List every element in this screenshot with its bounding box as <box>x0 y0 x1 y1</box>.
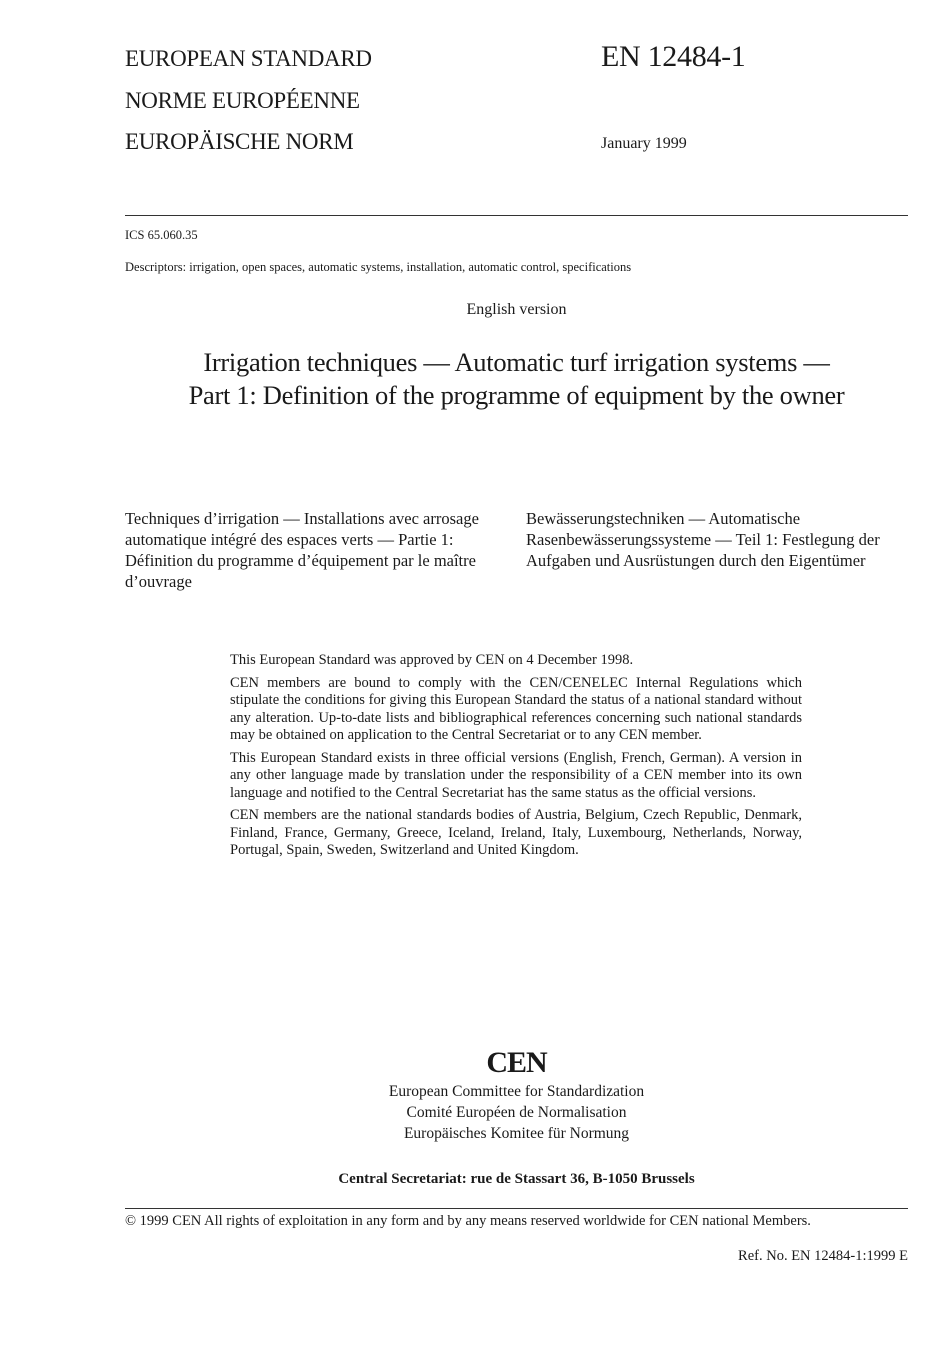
header-divider <box>125 215 908 216</box>
cen-block <box>125 1045 908 1144</box>
cen-logo: CEN <box>486 1046 547 1079</box>
header-european-standard: EUROPEAN STANDARD <box>125 46 372 71</box>
approval-notice <box>230 652 802 865</box>
header-norme-europeenne: NORME EUROPÉENNE <box>125 88 360 113</box>
german-title: Bewässerungstechniken — Automatische Rasenbewässerungssysteme — Teil 1: Festlegung der Aufgaben und Ausrüstungen durch den Eigentümer <box>526 509 880 570</box>
footer-divider <box>125 1208 908 1209</box>
cen-name-german: Europäisches Komitee für Normung <box>403 1125 630 1142</box>
standard-number: EN 12484-1 <box>601 40 746 73</box>
reference-number: Ref. No. EN 12484-1:1999 E <box>738 1248 908 1264</box>
compliance-paragraph: CEN members are bound to comply with the CEN/CENELEC Internal Regulations which stipulate the conditions for giving this European Standard the status of a national standard without any alteration. Up-to-date lists and bibliographical references concerning such national standards may be obtained on application to the Central Secretariat or to any CEN member. <box>230 674 802 743</box>
copyright-notice: © 1999 CEN All rights of exploitation in any form and by any means reserved worldwide for CEN national Members. <box>125 1213 811 1229</box>
french-title: Techniques d’irrigation — Installations avec arrosage automatique intégré des espaces verts — Partie 1: Définition du programme d’équipement par le maître d’ouvrage <box>125 509 479 591</box>
members-paragraph: CEN members are the national standards bodies of Austria, Belgium, Czech Republic, Denmark, Finland, France, Germany, Greece, Iceland, Ireland, Italy, Luxembourg, Netherlands, Norway, Portugal, Spain, Sweden, Switzerland and United Kingdom. <box>230 807 802 858</box>
publication-date: January 1999 <box>601 135 687 152</box>
title-line-2: Part 1: Definition of the programme of equipment by the owner <box>188 380 845 410</box>
cen-name-english: European Committee for Standardization <box>388 1083 645 1100</box>
approval-paragraph: This European Standard was approved by CEN on 4 December 1998. <box>230 652 634 668</box>
header-europaische-norm: EUROPÄISCHE NORM <box>125 129 354 154</box>
versions-paragraph: This European Standard exists in three official versions (English, French, German). A version in any other language made by translation under the responsibility of a CEN member into its own language and notified to the Central Secretariat has the same status as the official versions. <box>230 749 802 801</box>
cen-name-french: Comité Européen de Normalisation <box>406 1104 627 1121</box>
central-secretariat: Central Secretariat: rue de Stassart 36, B-1050 Brussels <box>338 1171 695 1187</box>
document-title <box>125 346 908 412</box>
descriptors: Descriptors: irrigation, open spaces, automatic systems, installation, automatic control, specifications <box>125 260 632 274</box>
ics-code: ICS 65.060.35 <box>125 228 198 242</box>
title-line-1: Irrigation techniques — Automatic turf irrigation systems — <box>203 347 830 377</box>
language-version: English version <box>466 301 567 318</box>
